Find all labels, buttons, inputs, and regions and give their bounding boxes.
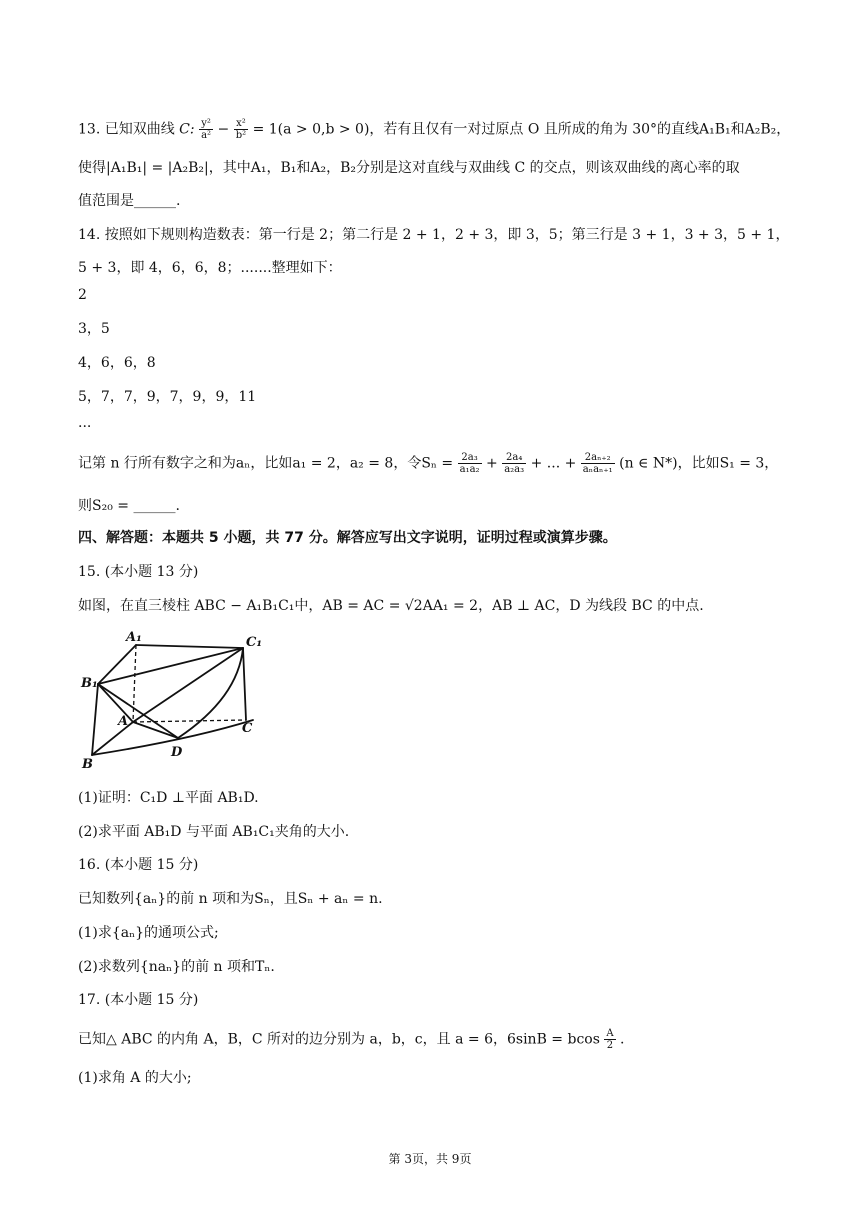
q13-line2: 使得|A₁B₁| = |A₂B₂|，其中A₁，B₁和A₂，B₂分别是这对直线与双曲线 C 的交点，则该双曲线的离心率的取 <box>78 160 740 176</box>
q14-line3-mid: + ... + <box>530 455 577 472</box>
q13-c: C: <box>179 121 195 138</box>
section-heading: 四、解答题：本题共 5 小题，共 77 分。解答应写出文字说明，证明过程或演算步骤。 <box>78 530 617 546</box>
q14-line4: 则S₂₀ = ______. <box>78 498 180 514</box>
q17-stem <box>78 1028 625 1051</box>
q17-stem-a: 已知△ ABC 的内角 A，B，C 所对的边分别为 a，b，c，且 a = 6，6sinB = bcos <box>78 1031 600 1048</box>
q14-row-3: 4，6，6，8 <box>78 355 156 371</box>
q14-line3: 记第 n 行所有数字之和为aₙ，比如a₁ = 2，a₂ = 8，令Sₙ = $\frac{\text{2a₃}}{\text{a₁a₂}}$ + $\frac{\text{2a₄}}{\text{a₂a₃}}$ + ... + $\frac{\text{2aₙ₊₂}}{\text{aₙaₙ₊₁}}$ (n ∈ N*)，比如S₁ = 3， <box>78 452 779 475</box>
q13-frac2: $\frac{\text{x²}}{\text{b²}}$ <box>235 118 247 141</box>
label-D: D <box>171 745 183 760</box>
q13-frac1: $\frac{\text{y²}}{\text{a²}}$ <box>201 118 212 141</box>
q17-frac: $\frac{A}{2}$ <box>606 1028 614 1051</box>
q16-part2: (2)求数列{naₙ}的前 n 项和Tₙ. <box>78 959 275 975</box>
q14-line3-a: 记第 n 行所有数字之和为aₙ，比如a₁ = 2，a₂ = 8，令Sₙ = <box>78 455 454 472</box>
q16-header: 16. (本小题 15 分) <box>78 857 199 873</box>
q17-header: 17. (本小题 15 分) <box>78 992 199 1008</box>
label-C: C <box>242 721 253 736</box>
q13-rest: = 1(a > 0,b > 0)，若有且仅有一对过原点 O 且所成的角为 30°的直线A₁B₁和A₂B₂， <box>252 121 791 138</box>
label-A: A <box>118 714 129 729</box>
label-B: B <box>82 757 93 772</box>
q13-line1: 13. 已知双曲线 C: $\frac{\text{y²}}{\text{a²}}$ − $\frac{\text{x²}}{\text{b²}}$ = 1(a > 0,b > 0)，若有且仅有一对过原点 O 且所成的角为 30°的直线A₁B₁和A₂B₂， <box>78 118 791 141</box>
q13-line3: 值范围是______. <box>78 193 181 209</box>
q15-part1: (1)证明：C₁D ⊥平面 AB₁D. <box>78 790 259 806</box>
q14-row-4: 5，7，7，9，7，9，9，11 <box>78 389 257 405</box>
q14-line2: 5 + 3，即 4，6，6，8；.......整理如下： <box>78 260 342 276</box>
q14-frac1: $\frac{\text{2a₃}}{\text{a₁a₂}}$ <box>459 452 480 475</box>
q14-frac3: $\frac{\text{2aₙ₊₂}}{\text{aₙaₙ₊₁}}$ <box>582 452 613 475</box>
label-C1: C₁ <box>246 635 263 650</box>
q16-stem: 已知数列{aₙ}的前 n 项和为Sₙ，且Sₙ + aₙ = n. <box>78 891 383 907</box>
q15-part2: (2)求平面 AB₁D 与平面 AB₁C₁夹角的大小. <box>78 824 350 840</box>
q16-part1: (1)求{aₙ}的通项公式; <box>78 925 219 941</box>
q17-stem-b: . <box>620 1031 625 1048</box>
q14-line1: 14. 按照如下规则构造数表：第一行是 2；第二行是 2 + 1，2 + 3，即 3，5；第三行是 3 + 1，3 + 3，5 + 1， <box>78 227 790 243</box>
q17-part1: (1)求角 A 的大小; <box>78 1070 192 1086</box>
q14-row-1: 2 <box>78 287 87 303</box>
q15-header: 15. (本小题 13 分) <box>78 564 199 580</box>
q13-prefix: 13. 已知双曲线 <box>78 121 175 138</box>
q14-frac2: $\frac{\text{2a₄}}{\text{a₂a₃}}$ <box>504 452 525 475</box>
label-A1: A₁ <box>126 630 142 645</box>
prism-figure <box>78 628 278 773</box>
q14-row-5: ... <box>78 415 92 431</box>
page-footer: 第 3页，共 9页 <box>388 1152 472 1166</box>
label-B1: B₁ <box>81 676 98 691</box>
q14-line3-b: (n ∈ N*)，比如S₁ = 3， <box>619 455 779 472</box>
q14-row-2: 3，5 <box>78 321 110 337</box>
q15-stem: 如图，在直三棱柱 ABC − A₁B₁C₁中，AB = AC = √2AA₁ = 2，AB ⊥ AC，D 为线段 BC 的中点. <box>78 598 704 614</box>
